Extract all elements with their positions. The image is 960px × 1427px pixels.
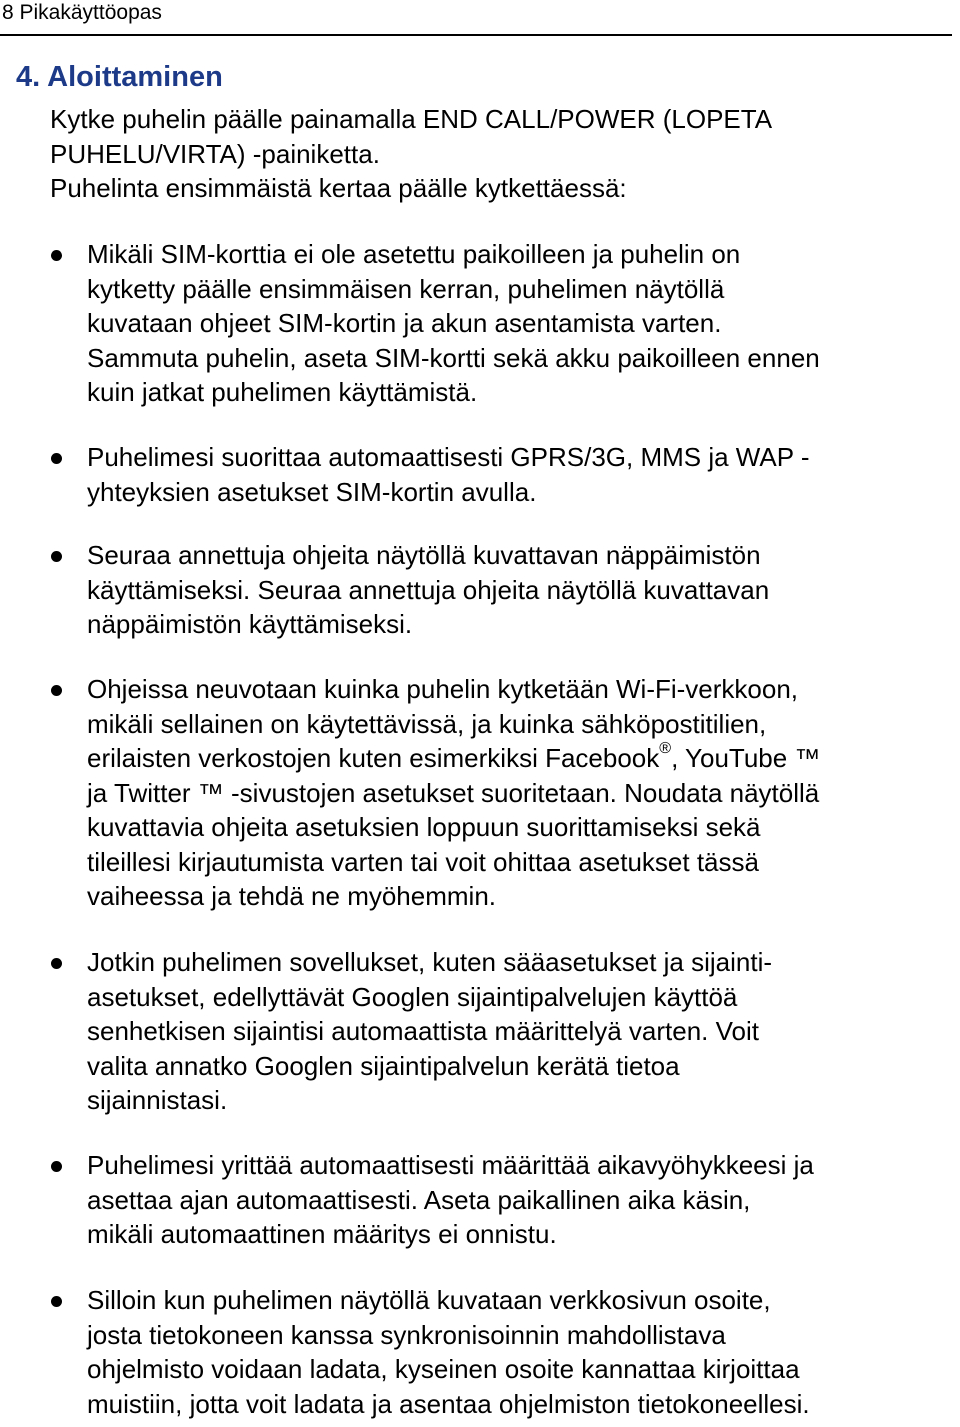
text-line: mikäli automaattinen määritys ei onnistu. [87,1219,557,1249]
text-line: valita annatko Googlen sijaintipalvelun kerätä tietoa [87,1050,680,1081]
section-title: 4. Aloittaminen [16,61,223,93]
text-line: Jotkin puhelimen sovellukset, kuten sääasetukset ja sijainti- [87,947,773,977]
intro-line: PUHELU/VIRTA) -painiketta. [50,138,380,169]
text-line: Sammuta puhelin, aseta SIM-kortti sekä akku paikoilleen ennen [87,342,820,373]
text-line: Puhelimesi suorittaa automaattisesti GPRS/3G, MMS ja WAP - [87,442,810,472]
text-fragment: erilaisten verkostojen kuten esimerkiksi Facebook [87,743,660,773]
list-item-text [87,1148,947,1252]
text-line: asetukset, edellyttävät Googlen sijaintipalvelujen käyttöä [87,981,738,1012]
list-item-text [87,440,947,509]
text-line: josta tietokoneen kanssa synkronisoinnin mahdollistava [87,1319,726,1350]
text-line: Puhelimesi yrittää automaattisesti määrittää aikavyöhykkeesi ja [87,1150,814,1180]
text-line: kuvattavia ohjeita asetuksien loppuun suorittamiseksi sekä [87,812,761,842]
bullet-icon [51,1296,62,1307]
bullet-icon [51,453,62,464]
text-line: Seuraa annettuja ohjeita näytöllä kuvattavan näppäimistön [87,540,761,570]
text-line: ohjelmisto voidaan ladata, kyseinen osoite kannattaa kirjoittaa [87,1354,800,1384]
text-line: Silloin kun puhelimen näytöllä kuvataan verkkosivun osoite, [87,1285,771,1315]
bullet-icon [51,685,62,696]
list-item-text [87,538,947,642]
intro-line: Kytke puhelin päälle painamalla END CALL/POWER (LOPETA [50,104,773,134]
intro-paragraph [50,102,950,206]
text-line: mikäli sellainen on käytettävissä, ja kuinka sähköpostitilien, [87,708,767,739]
text-line: käyttämiseksi. Seuraa annettuja ohjeita näytöllä kuvattavan [87,574,770,605]
bullet-icon [51,1161,62,1172]
text-line: kytketty päälle ensimmäisen kerran, puhelimen näytöllä [87,273,725,304]
text-line: tileillesi kirjautumista varten tai voit ohittaa asetukset tässä [87,846,759,877]
text-line: senhetkisen sijaintisi automaattista määrittelyä varten. Voit [87,1016,760,1046]
text-line: vaiheessa ja tehdä ne myöhemmin. [87,881,497,911]
text-line: sijainnistasi. [87,1085,228,1115]
text-fragment: , YouTube ™ [671,743,821,773]
text-line: yhteyksien asetukset SIM-kortin avulla. [87,476,537,507]
list-item-text [87,672,947,914]
running-header [0,0,952,36]
page-number-title: 8 Pikakäyttöopas [2,1,162,24]
bullet-icon [51,958,62,969]
text-line: asettaa ajan automaattisesti. Aseta paikallinen aika käsin, [87,1184,751,1215]
list-item-text [87,237,947,410]
text-line: Ohjeissa neuvotaan kuinka puhelin kytketään Wi-Fi-verkkoon, [87,674,799,704]
bullet-icon [51,551,62,562]
list-item-text [87,945,947,1118]
text-line: ja Twitter ™ -sivustojen asetukset suoritetaan. Noudata näytöllä [87,777,820,808]
bullet-icon [51,250,62,261]
text-line [87,741,947,776]
text-line: kuin jatkat puhelimen käyttämistä. [87,377,478,407]
text-line: näppäimistön käyttämiseksi. [87,609,413,639]
text-line: Mikäli SIM-korttia ei ole asetettu paikoilleen ja puhelin on [87,239,741,269]
intro-line: Puhelinta ensimmäistä kertaa päälle kytkettäessä: [50,173,627,203]
list-item-text [87,1283,947,1421]
text-line: muistiin, jotta voit ladata ja asentaa ohjelmiston tietokoneellesi. [87,1388,810,1419]
registered-mark: ® [659,740,672,757]
text-line: kuvataan ohjeet SIM-kortin ja akun asentamista varten. [87,308,722,338]
